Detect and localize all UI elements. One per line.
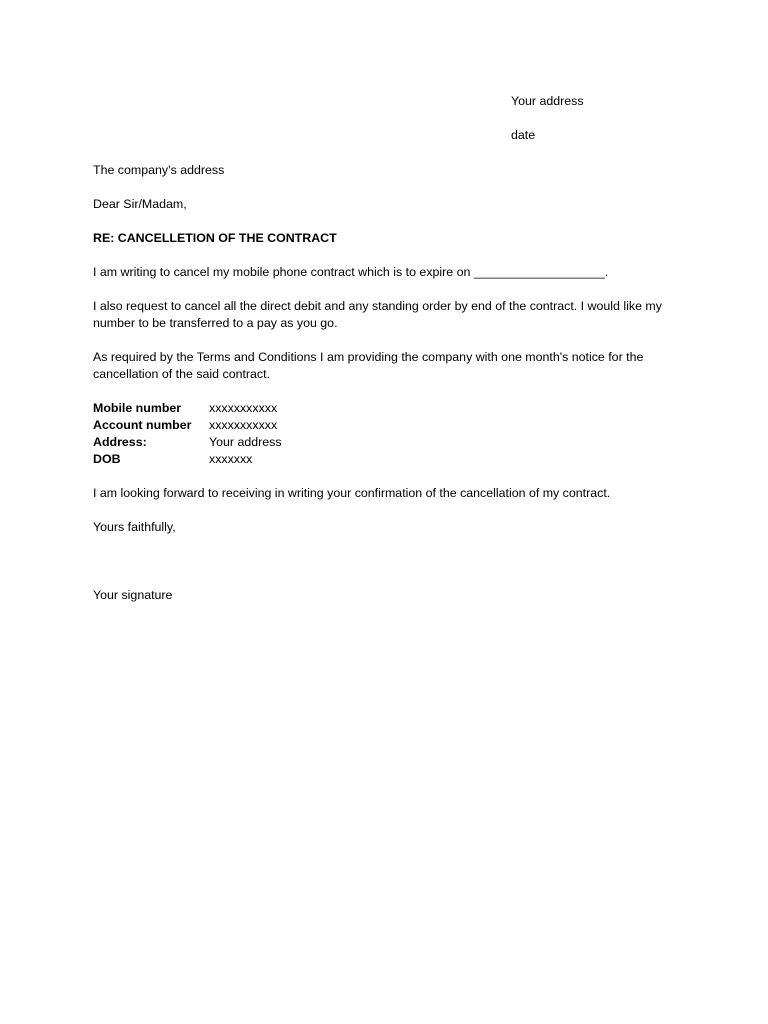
detail-label: Account number [93,418,192,432]
salutation: Dear Sir/Madam, [93,197,187,211]
letter-date: date [511,128,536,142]
detail-row [93,400,282,417]
subject-line: RE: CANCELLETION OF THE CONTRACT [93,231,337,245]
signature-placeholder: Your signature [93,588,173,602]
detail-label: Address: [93,435,147,449]
sender-block [511,93,711,144]
recipient-address: The company’s address [93,163,225,177]
body-paragraph: I also request to cancel all the direct debit and any standing order by end of the contract. I would like my number to be transferred to a pay as you go. [93,299,662,330]
detail-value: xxxxxxx [209,452,253,466]
closing-paragraph: I am looking forward to receiving in writing your confirmation of the cancellation of my contract. [93,486,611,500]
sender-address: Your address [511,94,584,108]
account-details-table [93,400,282,468]
detail-value: xxxxxxxxxxx [209,418,278,432]
detail-value: xxxxxxxxxxx [209,401,278,415]
body-paragraph: I am writing to cancel my mobile phone contract which is to expire on ___________________. [93,265,609,279]
detail-row [93,451,282,468]
body-paragraph: As required by the Terms and Conditions I am providing the company with one month's notice for the cancellation of the said contract. [93,350,644,381]
letter-body [93,162,673,604]
detail-label: Mobile number [93,401,182,415]
sign-off: Yours faithfully, [93,520,176,534]
detail-row [93,417,282,434]
detail-label: DOB [93,452,121,466]
detail-row [93,434,282,451]
detail-value: Your address [209,435,282,449]
